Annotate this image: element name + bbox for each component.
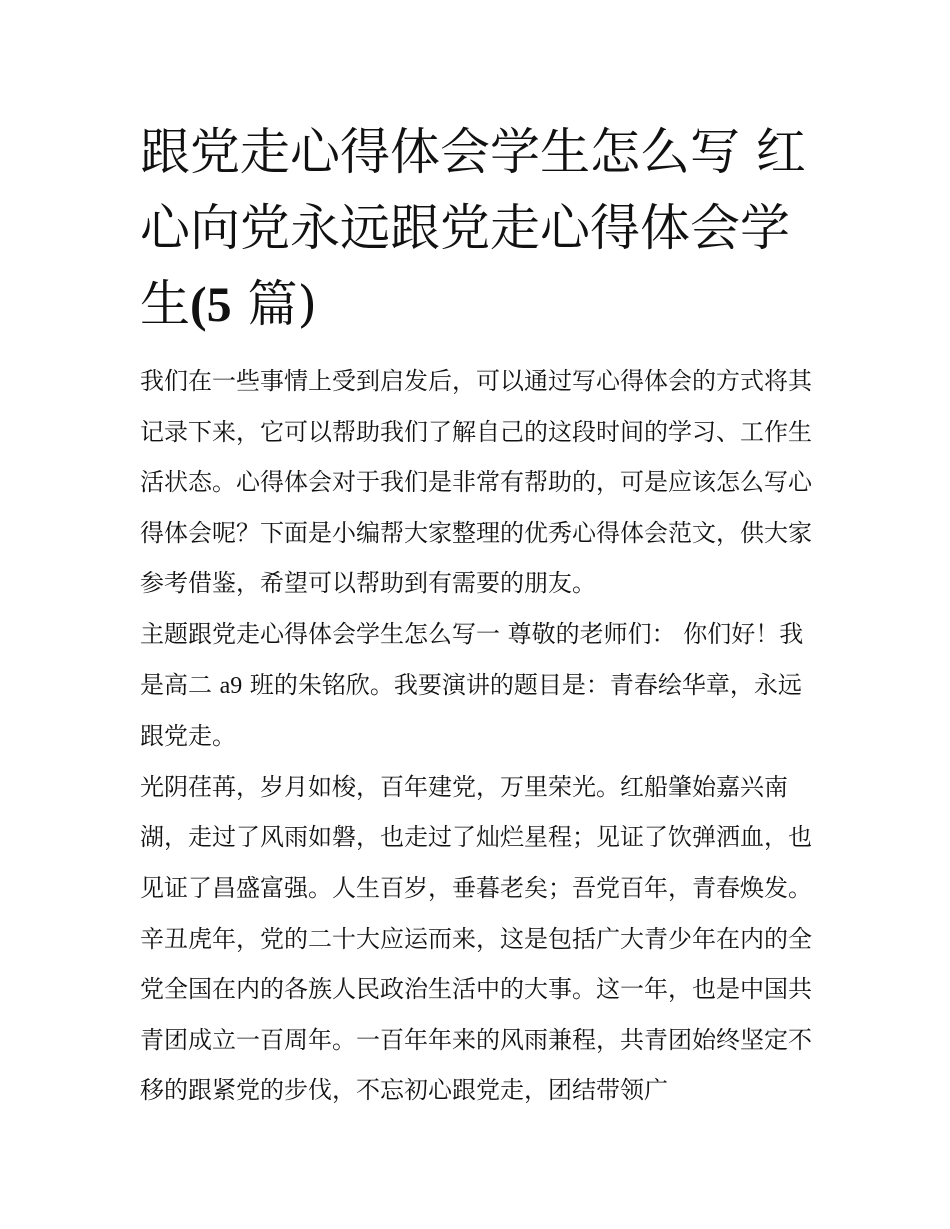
document-body — [140, 356, 820, 1116]
body-paragraph-2: 光阴荏苒，岁月如梭，百年建党，万里荣光。红船肇始嘉兴南湖，走过了风雨如磐，也走过了灿烂星程；见证了饮弹洒血，也见证了昌盛富强。人生百岁，垂暮老矣；吾党百年，青春焕发。辛丑虎年，党的二十大应运而来，这是包括广大青少年在内的全党全国在内的各族人民政治生活中的大事。这一年，也是中国共青团成立一百周年。一百年年来的风雨兼程，共青团始终坚定不移的跟紧党的步伐，不忘初心跟党走，团结带领广 — [140, 772, 812, 1105]
section-1-text-b: 班的朱铭欣。我要演讲的题目是：青春绘华章，永远跟党走。 — [140, 670, 802, 751]
title-suffix: 篇) — [231, 275, 318, 333]
title-count: (5 — [190, 276, 232, 332]
section-1-class-code: a9 — [219, 672, 243, 699]
intro-paragraph: 我们在一些事情上受到启发后，可以通过写心得体会的方式将其记录下来，它可以帮助我们了解自己的这段时间的学习、工作生活状态。心得体会对于我们是非常有帮助的，可是应该怎么写心得体会呢？下面是小编帮大家整理的优秀心得体会范文，供大家参考借鉴，希望可以帮助到有需要的朋友。 — [140, 367, 812, 598]
section-1-opening — [140, 609, 820, 762]
document-title — [140, 114, 830, 342]
section-1-text-a: 主题跟党走心得体会学生怎么写一 尊敬的老师们： 你们好！我是高二 — [140, 619, 804, 699]
title-text: 跟党走心得体会学生怎么写 红心向党永远跟党走心得体会学生 — [140, 123, 806, 333]
